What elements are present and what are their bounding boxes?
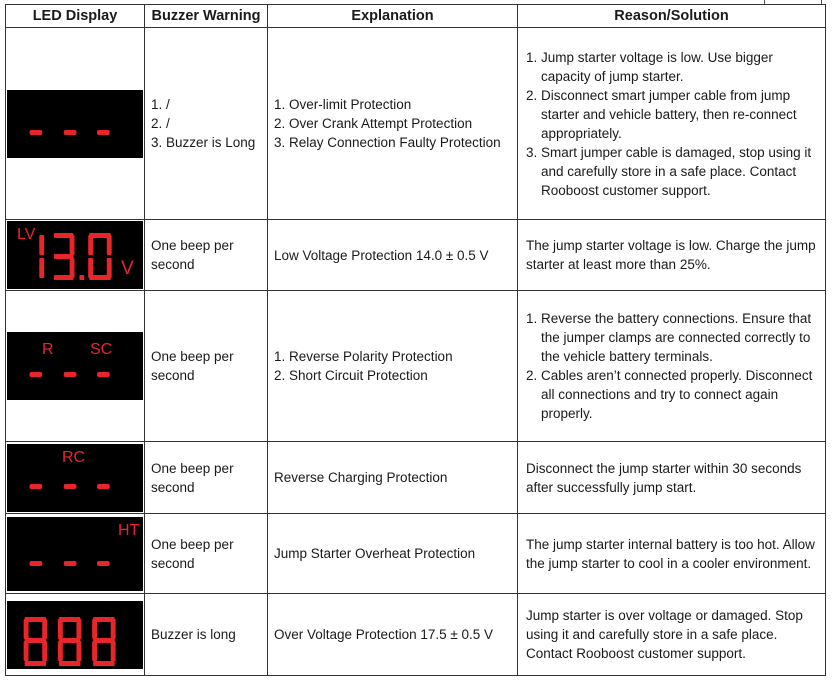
led-display-cell [6,220,145,291]
solution-text: The jump starter internal battery is too hot. Allow the jump starter to cool in a cooler environment. [526,536,815,571]
table-row [6,442,826,514]
dash-digits [7,90,143,158]
explanation-cell [268,442,518,514]
buzzer-line: One beep per second [151,349,234,383]
dash-segment [64,484,77,489]
buzzer-line: Buzzer is long [151,627,236,642]
solution-item: 2. Disconnect smart jumper cable from jump starter and vehicle battery, then re-connect appropriately. [526,87,797,141]
dash-segment [97,484,110,489]
led-display-cell [6,28,145,220]
table-row [6,28,826,220]
explanation-cell [268,291,518,442]
digit-eight-segment [93,661,115,666]
dash-digits [7,444,143,512]
lv-indicator: LV [17,226,36,243]
explanation-line: 1. Reverse Polarity Protection [274,349,453,364]
explanation-line: Reverse Charging Protection [274,470,448,485]
solution-text: Jump starter is over voltage or damaged. Stop using it and carefully store in a safe place. Contact Rooboost customer support. [526,608,803,661]
buzzer-cell [145,28,268,220]
digit-eight-segment [25,661,47,666]
explanation-line: Jump Starter Overheat Protection [274,546,476,561]
buzzer-line: 1. / [151,97,170,112]
dash-segment [30,372,43,377]
led-display-cell [6,442,145,514]
led-screen-reverse-short [7,332,143,400]
solution-cell [518,28,826,220]
digit-three-segment [70,235,75,255]
digit-eight-segment [24,619,29,639]
header-buzzer-warning: Buzzer Warning [145,5,268,28]
solution-item: 3. Smart jumper cable is damaged, stop using it and carefully store in a safe place. Contact Rooboost customer support. [526,144,812,198]
protection-table [5,4,826,676]
table-row [6,514,826,594]
explanation-line: 1. Over-limit Protection [274,97,412,112]
buzzer-line: 2. / [151,116,170,131]
buzzer-line: One beep per second [151,460,234,495]
header-row [6,5,826,28]
solution-text: Disconnect the jump starter within 30 seconds after successfully jump start. [526,460,802,495]
buzzer-cell [145,594,268,676]
explanation-cell [268,514,518,594]
digit-eight-segment [59,661,81,666]
digit-zero-segment [107,235,112,255]
dash-digits [7,517,143,591]
sc-indicator: SC [90,341,113,358]
dash-digits [7,332,143,400]
dash-segment [64,372,77,377]
solution-cell [518,594,826,676]
digit-eight-segment [42,641,47,661]
header-explanation: Explanation [268,5,518,28]
digit-eight-segment [58,641,63,661]
digit-eight-segment [58,619,63,639]
led-screen-reverse-charging [7,444,143,512]
digit-eight-segment [42,619,47,639]
r-indicator: R [42,341,54,358]
digit-eight-segment [111,641,116,661]
led-display-cell [6,594,145,676]
buzzer-line: One beep per second [151,238,234,272]
buzzer-line: One beep per second [151,536,234,571]
led-screen-over-voltage [7,601,143,669]
digit-one-segment [39,235,44,255]
volt-unit: V [121,258,134,279]
header-reason-solution: Reason/Solution [518,5,826,28]
buzzer-cell [145,220,268,291]
solution-item: 1. Reverse the battery connections. Ensure that the jumper clamps are connected correctly to the vehicle battery terminals. [526,311,812,364]
solution-item: 1. Jump starter voltage is low. Use bigger capacity of jump starter. [526,49,773,84]
dash-segment [97,372,110,377]
table-row [6,594,826,676]
digit-zero-segment [88,235,93,255]
digit-zero-segment [89,275,111,280]
dash-segment [64,130,77,135]
dash-segment [30,484,43,489]
solution-cell [518,220,826,291]
solution-cell [518,514,826,594]
eight-digits [7,601,143,669]
solution-cell [518,442,826,514]
explanation-line: 2. Short Circuit Protection [274,368,428,383]
ht-indicator: HT [118,521,140,539]
digit-one-segment [39,258,44,278]
dash-segment [64,561,77,566]
explanation-cell [268,28,518,220]
explanation-cell [268,594,518,676]
explanation-line: Over Voltage Protection 17.5 ± 0.5 V [274,627,494,642]
dash-segment [30,561,43,566]
explanation-line: Low Voltage Protection 14.0 ± 0.5 V [274,247,489,263]
digit-eight-segment [76,641,81,661]
dash-segment [97,130,110,135]
led-screen-overheat [7,517,143,591]
table-row [6,291,826,442]
rc-indicator: RC [62,448,86,466]
table-row [6,220,826,291]
header-led-display: LED Display [6,5,145,28]
buzzer-cell [145,442,268,514]
digit-three-segment [54,275,74,280]
digit-eight-segment [111,619,116,639]
solution-cell [518,291,826,442]
buzzer-cell [145,291,268,442]
digit-eight-segment [24,641,29,661]
dash-segment [97,561,110,566]
buzzer-cell [145,514,268,594]
dash-segment [30,130,43,135]
led-display-cell [6,514,145,594]
solution-text: The jump starter voltage is low. Charge the jump starter at least more than 25%. [526,238,816,272]
digit-eight-segment [92,641,97,661]
led-screen-dashes [7,90,143,158]
explanation-cell [268,220,518,291]
buzzer-line: 3. Buzzer is Long [151,135,256,150]
explanation-line: 2. Over Crank Attempt Protection [274,116,473,131]
led-screen-low-voltage [7,221,143,289]
decimal-point [79,275,84,280]
solution-item: 2. Cables aren’t connected properly. Disconnect all connections and try to connect again properly. [526,368,813,421]
digit-eight-segment [92,619,97,639]
digit-eight-segment [76,619,81,639]
explanation-line: 3. Relay Connection Faulty Protection [274,135,501,150]
led-display-cell [6,291,145,442]
